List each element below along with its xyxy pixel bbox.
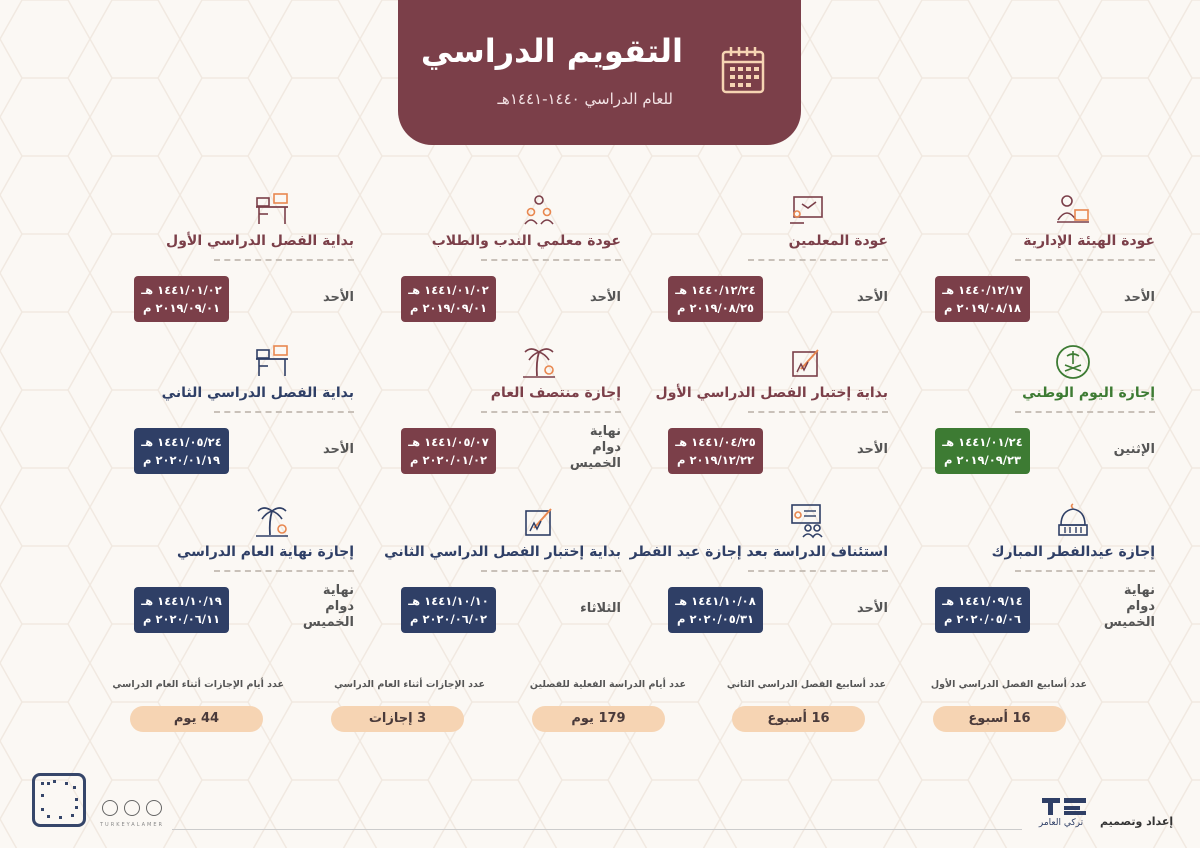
hijri-date: ١٤٤١/١٠/٠٨ هـ bbox=[675, 594, 756, 608]
event-title: استئناف الدراسة بعد إجازة عيد الفطر bbox=[629, 544, 888, 560]
gregorian-date: ٢٠٢٠/٠٥/٠٦ م bbox=[944, 612, 1021, 626]
school-desk-icon bbox=[254, 192, 290, 228]
event-card-exam1-start bbox=[655, 344, 888, 494]
hijri-date: ١٤٤١/٠٥/٢٤ هـ bbox=[141, 435, 222, 449]
date-box bbox=[935, 428, 1030, 474]
hijri-date: ١٤٤٠/١٢/٢٤ هـ bbox=[675, 283, 756, 297]
day-line: دوام bbox=[592, 440, 621, 455]
event-card-students-return bbox=[401, 192, 621, 342]
event-title: بداية إختبار الفصل الدراسي الأول bbox=[655, 385, 888, 401]
page-subtitle: للعام الدراسي ١٤٤٠-١٤٤١هـ bbox=[497, 90, 673, 108]
divider bbox=[481, 570, 621, 572]
event-card-semester1-start bbox=[134, 192, 354, 342]
day-line: دوام bbox=[1126, 599, 1155, 614]
date-box bbox=[668, 428, 763, 474]
calendar-icon bbox=[720, 45, 768, 95]
day-line: دوام bbox=[325, 599, 354, 614]
group-people-icon bbox=[521, 192, 557, 228]
stat-holiday-days bbox=[114, 679, 284, 739]
gregorian-date: ٢٠٢٠/٠٥/٣١ م bbox=[677, 612, 754, 626]
brand-logo bbox=[1030, 796, 1100, 832]
day-line: الخميس bbox=[1103, 615, 1155, 630]
divider bbox=[748, 411, 888, 413]
event-title: بداية الفصل الدراسي الثاني bbox=[161, 385, 354, 401]
date-box bbox=[134, 276, 229, 322]
event-card-yearend-break bbox=[134, 503, 354, 653]
social-handle: TURKEYALAMER bbox=[100, 822, 164, 828]
event-card-teachers-return bbox=[668, 192, 888, 342]
event-card-semester2-start bbox=[134, 344, 354, 494]
event-day: الأحد bbox=[856, 442, 888, 457]
event-day: الإثنين bbox=[1113, 442, 1155, 457]
event-card-admin-return bbox=[935, 192, 1155, 342]
stat-study-days bbox=[516, 679, 686, 739]
gregorian-date: ٢٠٢٠/٠٦/١١ م bbox=[143, 612, 220, 626]
whiteboard-teacher-icon bbox=[788, 192, 824, 228]
instagram-icon[interactable] bbox=[124, 800, 140, 816]
page-title: التقويم الدراسي bbox=[420, 32, 683, 70]
snapchat-icon[interactable] bbox=[102, 800, 118, 816]
stat-value: 179 يوم bbox=[532, 706, 665, 732]
twitter-icon[interactable] bbox=[146, 800, 162, 816]
exam-paper-icon bbox=[521, 503, 557, 539]
date-box bbox=[401, 428, 496, 474]
divider bbox=[481, 411, 621, 413]
gregorian-date: ٢٠١٩/٠٨/٢٥ م bbox=[677, 301, 754, 315]
stat-label: عدد أسابيع الفصل الدراسي الثاني bbox=[726, 679, 886, 690]
date-box bbox=[668, 276, 763, 322]
stat-semester2-weeks bbox=[716, 679, 886, 739]
event-title: إجازة اليوم الوطني bbox=[1022, 385, 1155, 401]
event-day: الأحد bbox=[589, 290, 621, 305]
date-box bbox=[401, 276, 496, 322]
date-box bbox=[668, 587, 763, 633]
hijri-date: ١٤٤١/٠٥/٠٧ هـ bbox=[408, 435, 489, 449]
stat-value: 44 يوم bbox=[130, 706, 263, 732]
event-card-post-eid-resume bbox=[629, 503, 888, 653]
event-card-national-day bbox=[935, 344, 1155, 494]
date-box bbox=[134, 587, 229, 633]
stat-holidays-count bbox=[315, 679, 485, 739]
gregorian-date: ٢٠١٩/٠٩/٠١ م bbox=[143, 301, 220, 315]
stat-value: 16 أسبوع bbox=[933, 706, 1066, 732]
event-card-eid-break bbox=[935, 503, 1155, 653]
event-day: الثلاثاء bbox=[580, 601, 621, 616]
snapcode-icon[interactable] bbox=[32, 773, 86, 827]
event-day bbox=[303, 583, 354, 631]
event-title: بداية إختبار الفصل الدراسي الثاني bbox=[384, 544, 621, 560]
divider bbox=[1015, 259, 1155, 261]
gregorian-date: ٢٠٢٠/٠١/١٩ م bbox=[143, 453, 220, 467]
date-box bbox=[935, 587, 1030, 633]
day-line: الخميس bbox=[569, 456, 621, 471]
hijri-date: ١٤٤٠/١٢/١٧ هـ bbox=[942, 283, 1023, 297]
stat-label: عدد الإجازات أثناء العام الدراسي bbox=[334, 679, 485, 690]
event-title: عودة المعلمين bbox=[788, 233, 888, 249]
gregorian-date: ٢٠١٩/٠٩/٠١ م bbox=[410, 301, 487, 315]
event-card-exam2-start bbox=[384, 503, 621, 653]
stat-label: عدد أيام الإجازات أثناء العام الدراسي bbox=[112, 679, 284, 690]
event-day: الأحد bbox=[1123, 290, 1155, 305]
date-box bbox=[134, 428, 229, 474]
mosque-icon bbox=[1055, 503, 1091, 539]
divider bbox=[481, 259, 621, 261]
hijri-date: ١٤٤١/٠١/٢٤ هـ bbox=[942, 435, 1023, 449]
stat-label: عدد أسابيع الفصل الدراسي الأول bbox=[930, 679, 1087, 690]
day-line: نهاية bbox=[1123, 583, 1155, 598]
national-emblem-icon bbox=[1055, 344, 1091, 380]
day-line: نهاية bbox=[589, 424, 621, 439]
hijri-date: ١٤٤١/١٠/١٠ هـ bbox=[408, 594, 489, 608]
divider bbox=[748, 570, 888, 572]
event-day: الأحد bbox=[322, 442, 354, 457]
stat-value: 16 أسبوع bbox=[732, 706, 865, 732]
date-box bbox=[935, 276, 1030, 322]
divider bbox=[214, 259, 354, 261]
event-title: عودة الهيئة الإدارية bbox=[1023, 233, 1155, 249]
divider bbox=[748, 259, 888, 261]
event-title: عودة معلمي الندب والطلاب bbox=[431, 233, 621, 249]
event-day: الأحد bbox=[322, 290, 354, 305]
event-day: الأحد bbox=[856, 601, 888, 616]
stat-value: 3 إجازات bbox=[331, 706, 464, 732]
divider bbox=[1015, 411, 1155, 413]
event-day bbox=[570, 424, 621, 472]
event-day bbox=[1104, 583, 1155, 631]
event-title: بداية الفصل الدراسي الأول bbox=[166, 233, 354, 249]
divider bbox=[1015, 570, 1155, 572]
page-header bbox=[398, 0, 801, 145]
hijri-date: ١٤٤١/٠١/٠٢ هـ bbox=[141, 283, 222, 297]
hijri-date: ١٤٤١/٠١/٠٢ هـ bbox=[408, 283, 489, 297]
admin-desk-icon bbox=[1055, 192, 1091, 228]
divider bbox=[214, 411, 354, 413]
date-box bbox=[401, 587, 496, 633]
hijri-date: ١٤٤١/٠٩/١٤ هـ bbox=[942, 594, 1023, 608]
day-line: نهاية bbox=[322, 583, 354, 598]
palm-beach-icon bbox=[254, 503, 290, 539]
gregorian-date: ٢٠١٩/٠٨/١٨ م bbox=[944, 301, 1021, 315]
classroom-board-icon bbox=[788, 503, 824, 539]
event-card-midyear-break bbox=[401, 344, 621, 494]
event-title: إجازة عيدالفطر المبارك bbox=[991, 544, 1155, 560]
gregorian-date: ٢٠٢٠/٠١/٠٢ م bbox=[410, 453, 487, 467]
footer-divider bbox=[172, 829, 1022, 830]
stat-semester1-weeks bbox=[917, 679, 1087, 739]
stat-label: عدد أيام الدراسة الفعلية للفصلين bbox=[529, 679, 686, 690]
credit-text: إعداد وتصميم bbox=[1100, 815, 1174, 828]
school-desk-icon bbox=[254, 344, 290, 380]
day-line: الخميس bbox=[302, 615, 354, 630]
event-day: الأحد bbox=[856, 290, 888, 305]
hijri-date: ١٤٤١/١٠/١٩ هـ bbox=[141, 594, 222, 608]
divider bbox=[214, 570, 354, 572]
exam-paper-icon bbox=[788, 344, 824, 380]
event-title: إجازة نهاية العام الدراسي bbox=[176, 544, 354, 560]
gregorian-date: ٢٠٢٠/٠٦/٠٢ م bbox=[410, 612, 487, 626]
gregorian-date: ٢٠١٩/٠٩/٢٣ م bbox=[944, 453, 1021, 467]
brand-name: تركي العامر bbox=[1038, 818, 1084, 828]
hijri-date: ١٤٤١/٠٤/٢٥ هـ bbox=[675, 435, 756, 449]
palm-beach-icon bbox=[521, 344, 557, 380]
event-title: إجازة منتصف العام bbox=[490, 385, 621, 401]
gregorian-date: ٢٠١٩/١٢/٢٢ م bbox=[677, 453, 754, 467]
